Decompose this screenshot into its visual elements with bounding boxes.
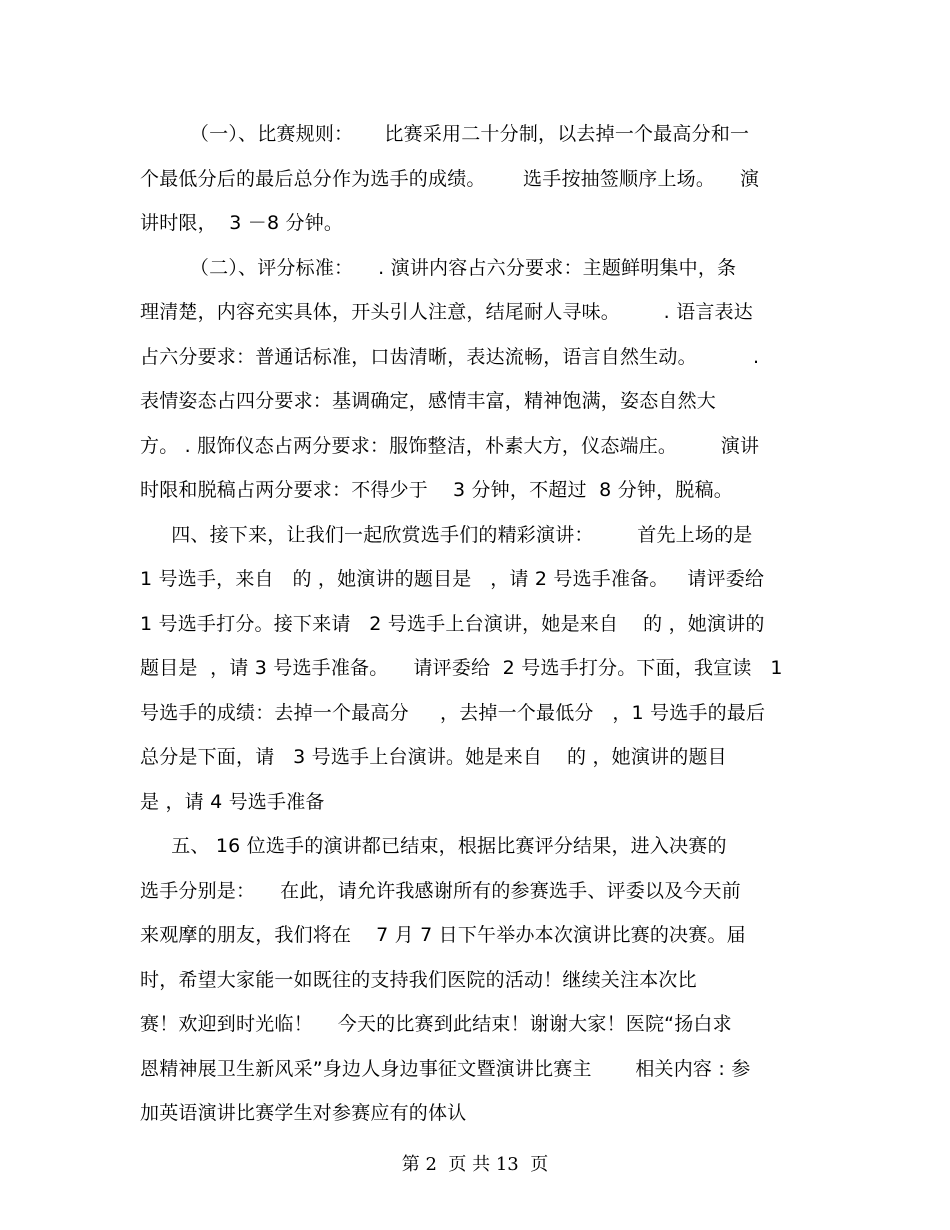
text-line: 赛！欢迎到时光临！ 今天的比赛到此结束！谢谢大家！医院“扬白求 <box>140 1013 732 1035</box>
text-line: 恩精神展卫生新风采”身边人身边事征文暨演讲比赛主 相关内容 : 参 <box>140 1057 751 1080</box>
text-line: 占六分要求：普通话标准，口齿清晰，表达流畅，语言自然生动。 . <box>140 345 760 368</box>
text-line: 时限和脱稿占两分要求：不得少于 3 分钟，不超过 8 分钟，脱稿。 <box>140 479 733 501</box>
text-line: 时，希望大家能一如既往的支持我们医院的活动！继续关注本次比 <box>140 968 697 991</box>
text-line: （一）、比赛规则： 比赛采用二十分制，以去掉一个最高分和一 <box>140 123 750 145</box>
text-line: 题目是 ，请 3 号选手准备。 请评委给 2 号选手打分。下面，我宣读 1 <box>140 657 783 679</box>
document-body <box>140 112 810 1136</box>
text-line: 四、接下来，让我们一起欣赏选手们的精彩演讲： 首先上场的是 <box>140 523 753 546</box>
text-line: 总分是下面，请 3 号选手上台演讲。她是来自 的 ，她演讲的题目 <box>140 746 727 768</box>
text-line: 号选手的成绩：去掉一个最高分 ，去掉一个最低分 ，1 号选手的最后 <box>140 701 766 724</box>
text-line: 方。 . 服饰仪态占两分要求：服饰整洁，朴素大方，仪态端庄。 演讲 <box>140 434 760 457</box>
text-line: 讲时限， 3 －8 分钟。 <box>140 212 344 234</box>
text-line: 理清楚，内容充实具体，开头引人注意，结尾耐人寻味。 . 语言表达 <box>140 301 753 323</box>
text-line: 五、 16 位选手的演讲都已结束，根据比赛评分结果，进入决赛的 <box>140 835 727 857</box>
text-line: 1 号选手打分。接下来请 2 号选手上台演讲，她是来自 的 ，她演讲的 <box>140 612 765 635</box>
page-number-footer: 第 2 页 共 13 页 <box>401 1154 549 1175</box>
text-line: 来观摩的朋友，我们将在 7 月 7 日下午举办本次演讲比赛的决赛。届 <box>140 924 746 946</box>
text-line: 加英语演讲比赛学生对参赛应有的体认 <box>140 1102 467 1124</box>
text-line: 个最低分后的最后总分作为选手的成绩。 选手按抽签顺序上场。 演 <box>140 167 760 190</box>
text-line: 是 ，请 4 号选手准备 <box>140 790 325 813</box>
text-line: 1 号选手，来自 的 ，她演讲的题目是 ，请 2 号选手准备。 请评委给 <box>140 568 765 590</box>
text-line: 选手分别是： 在此，请允许我感谢所有的参赛选手、评委以及今天前 <box>140 879 741 902</box>
text-line: 表情姿态占四分要求：基调确定，感情丰富，精神饱满，姿态自然大 <box>140 390 717 412</box>
text-line: （二）、评分标准： . 演讲内容占六分要求：主题鲜明集中，条 <box>140 256 737 279</box>
